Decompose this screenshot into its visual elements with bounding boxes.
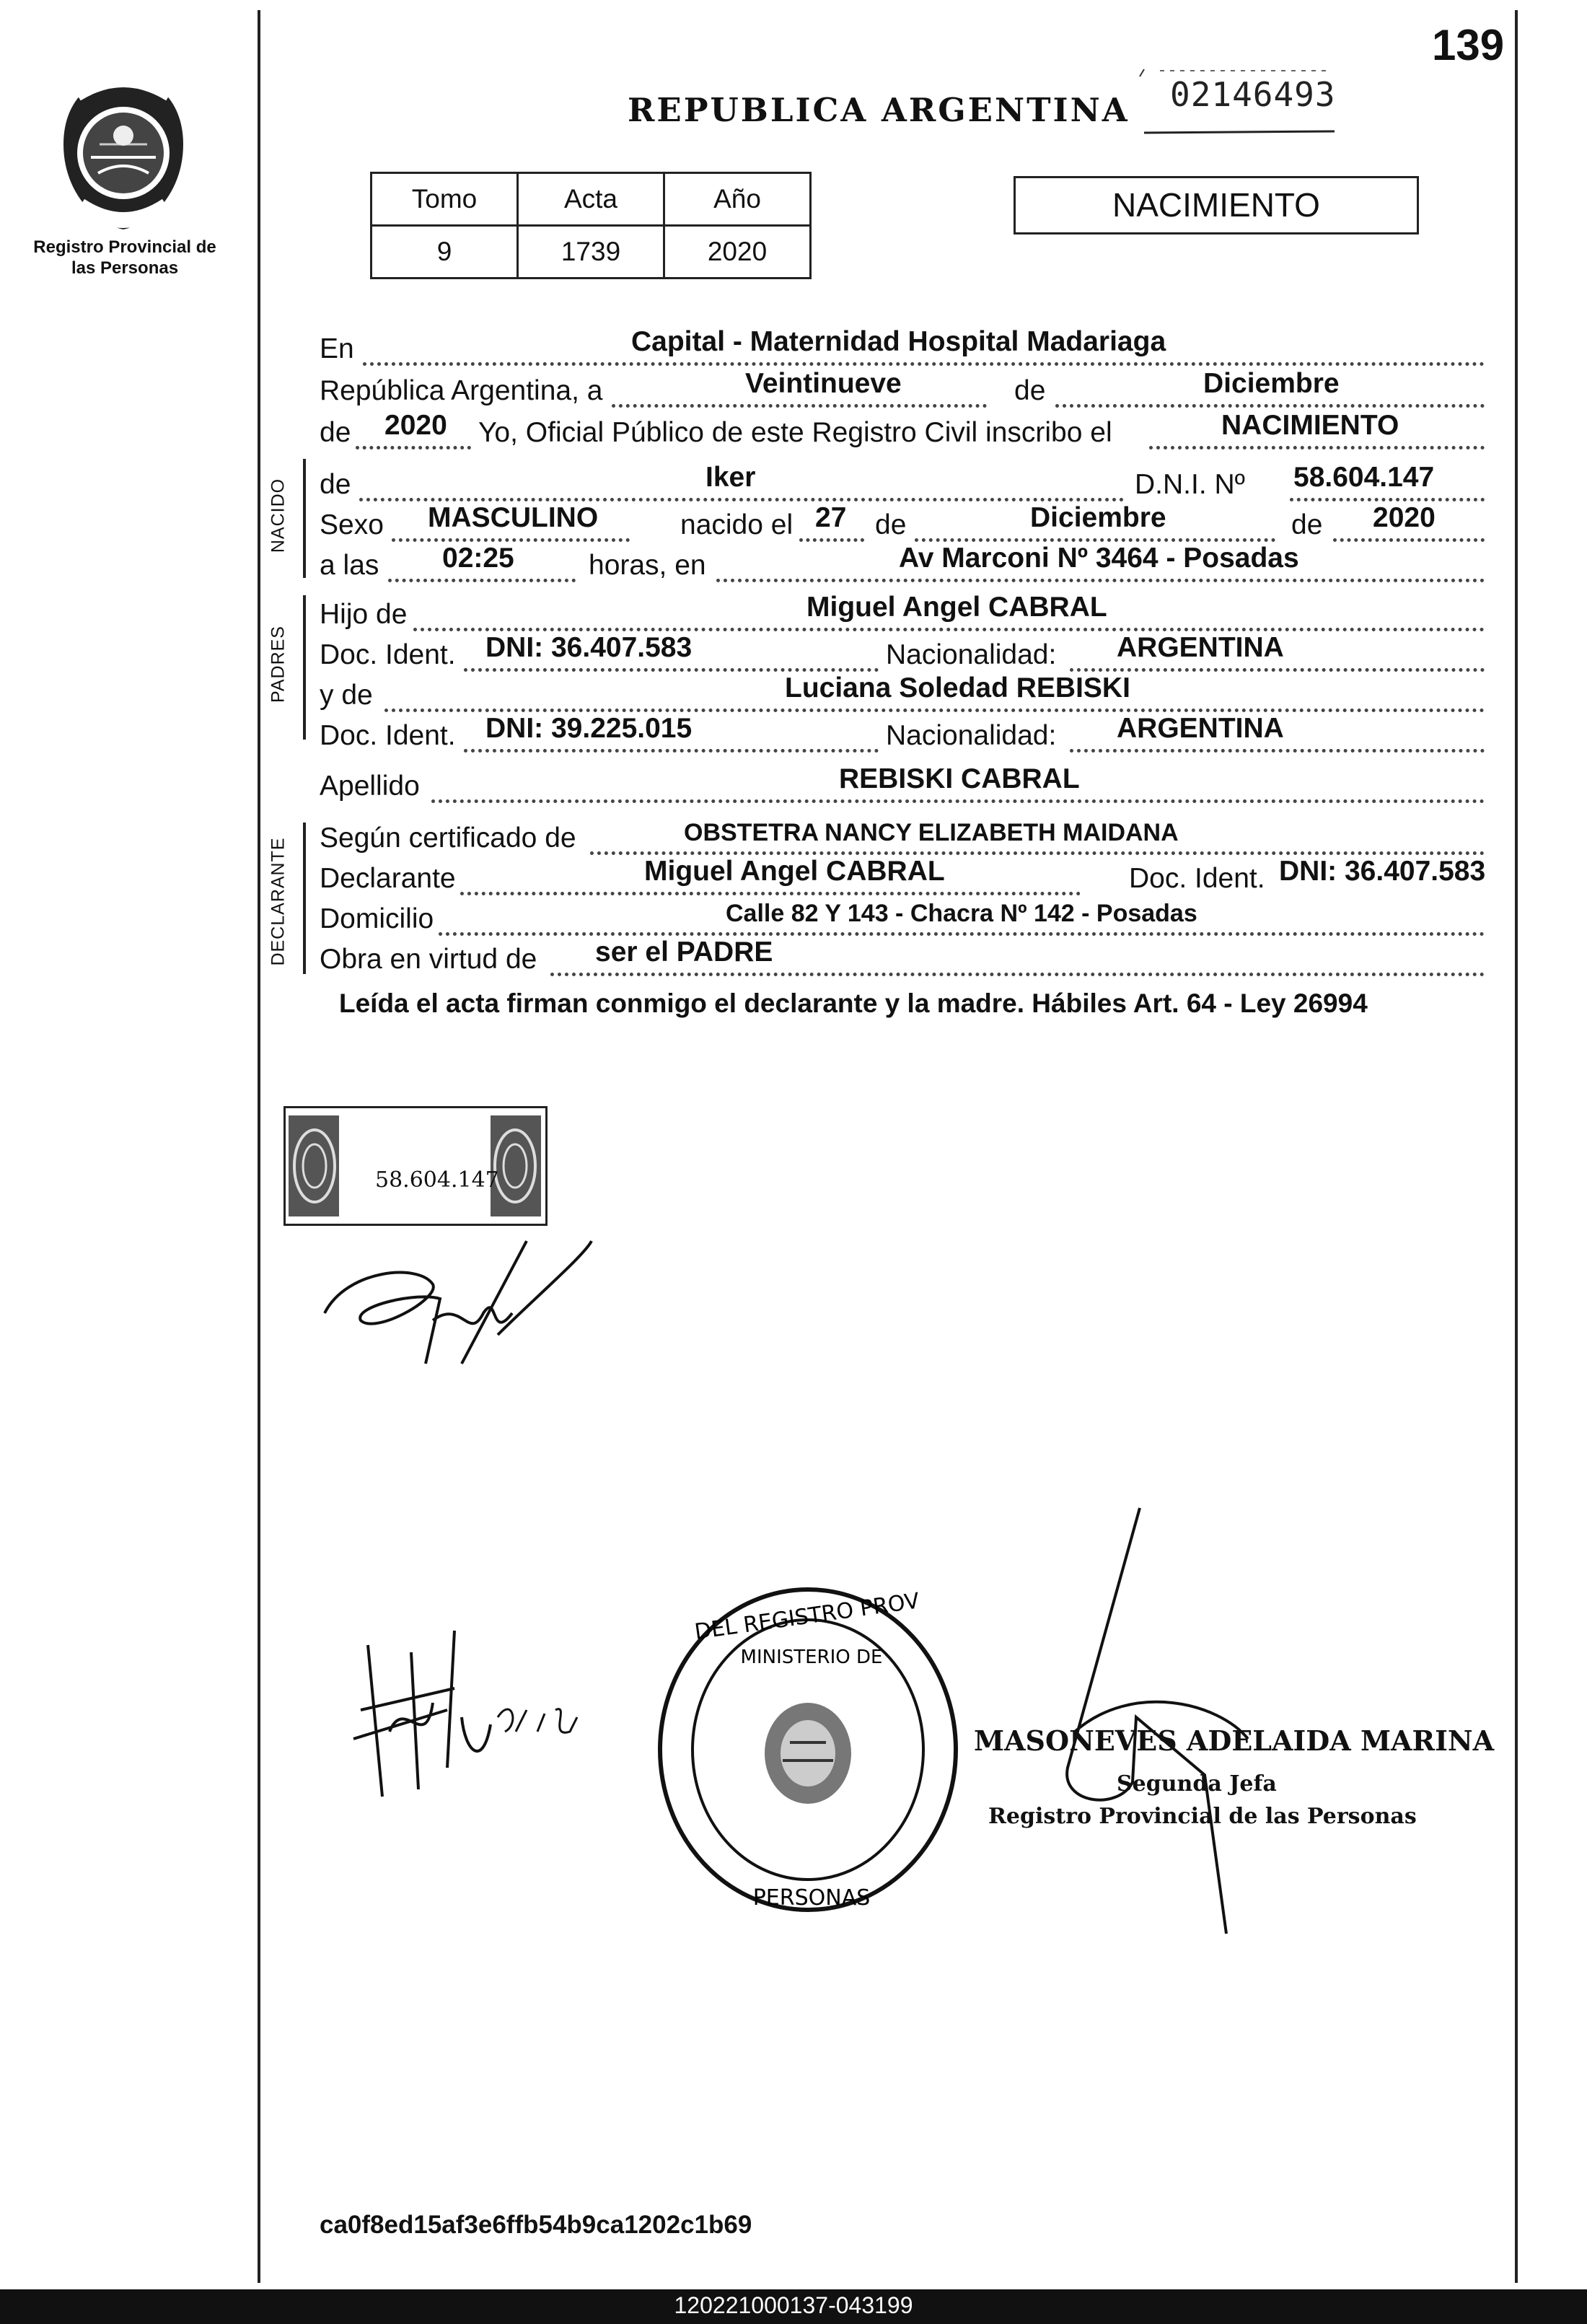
declarant-line [320, 854, 1488, 898]
official-title: Segunda Jefa [1117, 1771, 1277, 1797]
doc-ident-label: Doc. Ident. [320, 639, 456, 670]
de-label: de [875, 509, 907, 540]
capacity-value: ser el PADRE [595, 937, 773, 968]
dotted-leader [612, 404, 987, 408]
domicilio-label: Domicilio [320, 903, 434, 934]
date-line [320, 367, 1488, 410]
right-margin-line [1515, 10, 1518, 2283]
dotted-leader [464, 749, 879, 753]
anio-value: 2020 [664, 226, 811, 279]
dni-card-imprint [283, 1106, 548, 1226]
day-words-value: Veintinueve [745, 368, 902, 399]
de-label: de [320, 469, 351, 500]
place-value: Capital - Maternidad Hospital Madariaga [631, 326, 1166, 357]
sexo-label: Sexo [320, 509, 384, 540]
declarante-rule [303, 823, 306, 974]
y-de-label: y de [320, 680, 373, 711]
serial-number: 02146493 [1170, 75, 1336, 114]
footer-code: 120221000137-043199 [674, 2292, 913, 2318]
document-title: REPUBLICA ARGENTINA [628, 91, 1130, 129]
domicile-value: Calle 82 Y 143 - Chacra Nº 142 - Posadas [726, 900, 1197, 927]
nacido-section-label: NACIDO [268, 478, 289, 553]
father-nationality-value: ARGENTINA [1117, 632, 1284, 663]
dotted-leader [356, 446, 471, 450]
acta-value: 1739 [518, 226, 664, 279]
doc-ident-label: Doc. Ident. [1129, 863, 1265, 894]
surname-value: REBISKI CABRAL [839, 763, 1080, 794]
svg-text:PERSONAS: PERSONAS [752, 1885, 871, 1911]
tomo-value: 9 [372, 226, 518, 279]
birth-day-value: 27 [815, 502, 847, 533]
official-seal [649, 1580, 967, 1919]
mother-signature [339, 1623, 642, 1804]
de-label: de [320, 417, 351, 448]
horas-label: horas, en [589, 550, 706, 581]
domicile-line [320, 895, 1488, 938]
father-name-value: Miguel Angel CABRAL [806, 592, 1107, 623]
dotted-leader [388, 579, 576, 582]
padres-rule [303, 595, 306, 740]
nacionalidad-label: Nacionalidad: [886, 720, 1057, 751]
dotted-leader [1055, 404, 1485, 408]
certificate-line [320, 814, 1488, 857]
father-name-line [320, 590, 1488, 633]
place-line [320, 325, 1488, 368]
republica-label: República Argentina, a [320, 375, 603, 406]
birth-time-value: 02:25 [442, 543, 514, 574]
child-name-line [320, 460, 1488, 504]
child-name-value: Iker [705, 462, 756, 493]
de-label: de [1291, 509, 1323, 540]
sex-value: MASCULINO [428, 502, 599, 533]
year-value: 2020 [384, 410, 447, 441]
mother-doc-value: DNI: 39.225.015 [485, 713, 693, 744]
document-hash: ca0f8ed15af3e6ffb54b9ca1202c1b69 [320, 2211, 752, 2239]
fingerprint-marks [286, 1108, 545, 1224]
en-label: En [320, 333, 354, 364]
apellido-label: Apellido [320, 771, 420, 802]
declarant-signature [317, 1227, 606, 1371]
child-dni-value: 58.604.147 [1293, 462, 1435, 493]
birth-year-value: 2020 [1373, 502, 1436, 533]
a-las-label: a las [320, 550, 379, 581]
dni-card-number: 58.604.147 [375, 1167, 499, 1193]
page-number: 139 [1432, 21, 1505, 69]
birth-address-value: Av Marconi Nº 3464 - Posadas [899, 543, 1299, 574]
doc-ident-label: Doc. Ident. [320, 720, 456, 751]
acta-header: Acta [518, 173, 664, 226]
official-name: MASONEVES ADELAIDA MARINA [974, 1724, 1495, 1757]
capacity-line [320, 935, 1488, 978]
hijo-label: Hijo de [320, 599, 408, 630]
certificado-label: Según certificado de [320, 823, 576, 854]
father-doc-line [320, 631, 1488, 674]
birth-month-value: Diciembre [1030, 502, 1166, 533]
registry-table [370, 172, 812, 279]
svg-text:DEL REGISTRO PROV: DEL REGISTRO PROV [693, 1588, 921, 1645]
declarante-label: Declarante [320, 863, 456, 894]
padres-section-label: PADRES [268, 626, 289, 703]
logo-caption: Registro Provincial de las Personas [33, 237, 216, 278]
declarant-doc-value: DNI: 36.407.583 [1279, 856, 1486, 887]
certifier-value: OBSTETRA NANCY ELIZABETH MAIDANA [684, 819, 1179, 846]
father-doc-value: DNI: 36.407.583 [485, 632, 693, 663]
svg-text:MINISTERIO DE: MINISTERIO DE [740, 1646, 883, 1668]
mother-doc-line [320, 711, 1488, 755]
anio-header: Año [664, 173, 811, 226]
tomo-header: Tomo [372, 173, 518, 226]
nacido-label: nacido el [680, 509, 794, 540]
declarant-value: Miguel Angel CABRAL [644, 856, 945, 887]
month-value: Diciembre [1203, 368, 1340, 399]
closing-statement: Leída el acta firman conmigo el declarante y la madre. Hábiles Art. 64 - Ley 26994 [339, 988, 1368, 1018]
dotted-leader [431, 799, 1485, 803]
dni-label: D.N.I. Nº [1135, 469, 1245, 500]
mother-name-value: Luciana Soledad REBISKI [785, 672, 1130, 703]
dotted-leader [716, 579, 1485, 582]
nacionalidad-label: Nacionalidad: [886, 639, 1057, 670]
registrar-line [320, 408, 1488, 452]
mother-name-line [320, 671, 1488, 714]
dotted-leader [1149, 446, 1485, 450]
act-type-value: NACIMIENTO [1221, 410, 1399, 441]
province-logo [48, 72, 199, 234]
document-type-box: NACIMIENTO [1014, 176, 1419, 234]
surname-line [320, 762, 1488, 805]
nacido-rule [303, 459, 306, 578]
dotted-leader [550, 973, 1485, 976]
official-office: Registro Provincial de las Personas [988, 1804, 1417, 1829]
left-margin-line [258, 10, 260, 2283]
oficial-text: Yo, Oficial Público de este Registro Civil inscribo el [478, 417, 1112, 448]
birth-time-line [320, 541, 1488, 584]
obra-label: Obra en virtud de [320, 944, 537, 975]
mother-nationality-value: ARGENTINA [1117, 713, 1284, 744]
dotted-leader [1070, 749, 1485, 753]
de-label: de [1014, 375, 1046, 406]
dotted-leader [363, 362, 1485, 366]
declarante-section-label: DECLARANTE [268, 837, 289, 966]
sex-birthdate-line [320, 501, 1488, 544]
